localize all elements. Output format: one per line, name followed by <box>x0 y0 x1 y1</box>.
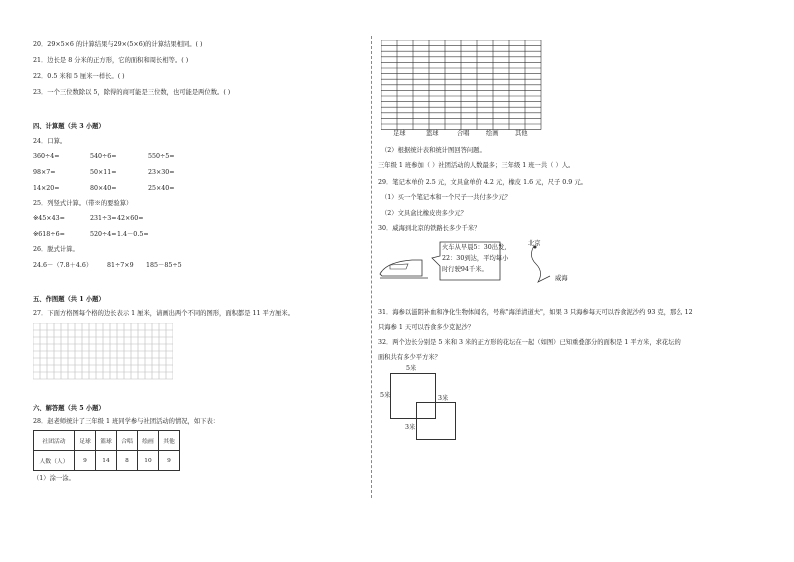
table-cell: 人数（人） <box>34 451 75 471</box>
question-30: 30．威海到北京的铁路长多少千米？ <box>378 225 481 232</box>
label-5m-left: 5米 <box>380 392 391 399</box>
question-29-1: （1）买一个笔记本和一个尺子一共付多少元？ <box>381 194 511 201</box>
train-bubble-line: 时行驶94千米。 <box>442 266 488 273</box>
bar-chart-grid <box>381 40 551 140</box>
question-23: 23．一个三位数除以 5，除得的商可能是三位数，也可能是两位数。( ) <box>33 89 231 96</box>
oral-item: 25×40= <box>148 185 175 192</box>
table-cell: 篮球 <box>96 431 117 451</box>
table-cell: 14 <box>96 451 117 471</box>
label-weihai: 威海 <box>555 275 568 282</box>
stepwise-item: 81÷7×9 <box>107 262 134 269</box>
question-32-line1: 32．两个边长分别是 5 米和 3 米的正方形的花坛在一起（如图）已知重叠部分的面积是 1 平方米，求花坛的 <box>378 339 681 346</box>
table-cell: 足球 <box>75 431 96 451</box>
train-bubble-line: 火车从早晨5：30出发, <box>442 244 507 251</box>
question-29-2: （2）文具盒比橡皮贵多少元？ <box>381 210 467 217</box>
label-3m-left: 3米 <box>405 424 416 431</box>
question-31-line2: 只海参 1 天可以吞食多少克泥沙？ <box>378 324 475 331</box>
question-24: 24．口算。 <box>33 138 67 145</box>
question-28: 28．赵老师统计了三年级 1 班同学参与社团活动的情况，如下表： <box>33 418 220 425</box>
question-20: 20．29×5×6 的计算结果与29×(5×6)的计算结果相同。( ) <box>33 41 203 48</box>
oral-item: 550÷5= <box>148 153 175 160</box>
table-cell: 9 <box>159 451 180 471</box>
question-28-2-blanks: 三年级 1 班参加（ ）社团活动的人数最多；三年级 1 班一共（ ）人。 <box>378 162 575 169</box>
chart-label: 绘画 <box>486 130 499 137</box>
question-32-line2: 面积共有多少平方米？ <box>378 354 441 361</box>
question-27: 27．下面方格图每个格的边长表示 1 厘米，请画出两个不同的图形，面积都是 11 平方厘米。 <box>33 310 295 317</box>
vertical-item: ※45×43= <box>33 215 65 222</box>
label-3m-right: 3米 <box>438 395 449 402</box>
section-6-heading: 六、解答题（共 5 小题） <box>33 405 105 412</box>
table-row <box>34 431 180 451</box>
vertical-item: 1.4－0.5= <box>117 231 149 238</box>
vertical-item: ※618÷6= <box>33 231 65 238</box>
question-22: 22．0.5 米和 5 厘米一样长。( ) <box>33 73 125 80</box>
oral-item: 14×20= <box>33 185 60 192</box>
square-grid <box>33 323 173 380</box>
oral-item: 540÷6= <box>90 153 117 160</box>
chart-label: 篮球 <box>426 130 439 137</box>
column-divider <box>371 36 372 498</box>
square-3m <box>416 402 456 440</box>
stepwise-item: 24.6－（7.8＋4.6） <box>33 262 93 269</box>
section-4-heading: 四、计算题（共 3 小题） <box>33 123 105 130</box>
vertical-item: 520÷4= <box>90 231 117 238</box>
table-row <box>34 451 180 471</box>
oral-item: 50×11= <box>90 169 117 176</box>
table-cell: 9 <box>75 451 96 471</box>
club-table <box>33 430 180 471</box>
table-cell: 绘画 <box>138 431 159 451</box>
question-31-line1: 31．海参以滋阴补血和净化生物体闻名，号称"海洋清道夫"，如果 3 只海参每天可以吞食泥沙约 93 克，那么 12 <box>378 309 693 316</box>
question-21: 21．边长是 8 分米的正方形，它的面积和周长相等。( ) <box>33 57 189 64</box>
stepwise-item: 185－85÷5 <box>146 262 182 269</box>
question-28-2: （2）根据统计表和统计图回答问题。 <box>381 147 486 154</box>
label-beijing: 北京 <box>528 240 541 247</box>
chart-label: 足球 <box>393 130 406 137</box>
table-cell: 8 <box>117 451 138 471</box>
question-29: 29．笔记本单价 2.5 元，文具盒单价 4.2 元，橡皮 1.6 元，尺子 0.9 元。 <box>378 179 587 186</box>
oral-item: 80×40= <box>90 185 117 192</box>
oral-item: 23×30= <box>148 169 175 176</box>
table-cell: 其他 <box>159 431 180 451</box>
table-cell: 合唱 <box>117 431 138 451</box>
question-26: 26．脱式计算。 <box>33 246 79 253</box>
train-bubble-line: 22：30到达，平均每小 <box>442 255 509 262</box>
chart-label: 合唱 <box>457 130 470 137</box>
table-cell: 社团活动 <box>34 431 75 451</box>
section-5-heading: 五、作图题（共 1 小题） <box>33 296 105 303</box>
chart-label: 其他 <box>515 130 528 137</box>
label-5m-top: 5米 <box>406 365 417 372</box>
question-25: 25．列竖式计算。（带※的要验算） <box>33 200 133 207</box>
oral-item: 98×7= <box>33 169 56 176</box>
table-cell: 10 <box>138 451 159 471</box>
oral-item: 360÷4= <box>33 153 60 160</box>
vertical-item: 42×60= <box>117 215 144 222</box>
vertical-item: 231÷3= <box>90 215 117 222</box>
question-28-1: （1）涂一涂。 <box>33 475 75 482</box>
